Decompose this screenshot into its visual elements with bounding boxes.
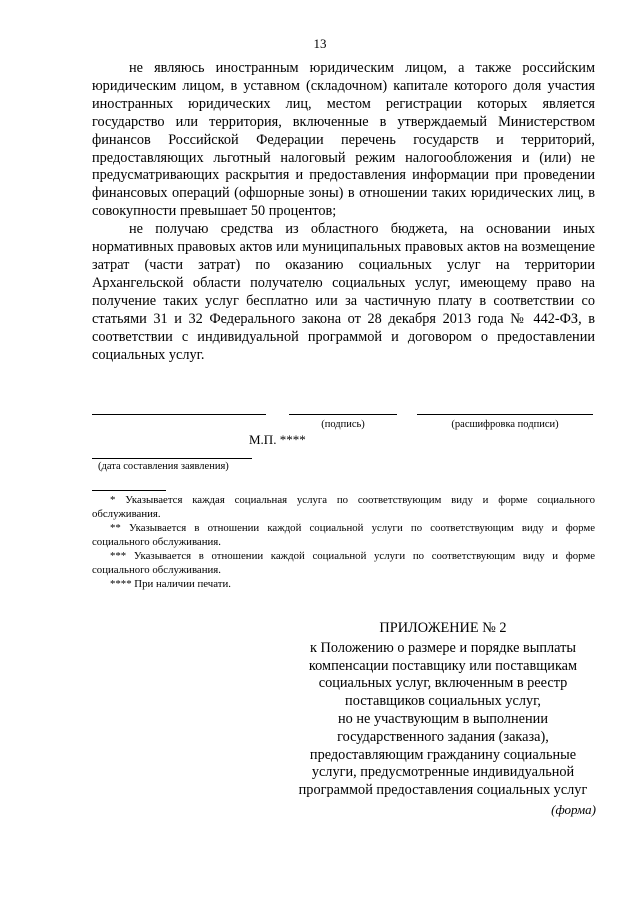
signature-line bbox=[289, 414, 397, 415]
footnote-1: * Указывается каждая социальная услуга по соответствующим виду и форме социального обслуживания. bbox=[92, 494, 595, 520]
footnotes bbox=[92, 494, 595, 592]
paragraph-foreign-entity: не являюсь иностранным юридическим лицом, а также российским юридическим лицом, в уставном (складочном) капитале которого доля участия иностранных юридических лиц, местом регистрации которых является государство или территория, включенные в утверждаемый Министерством финансов Российской Федерации перечень государств и территорий, предоставляющих льготный налоговый режим налогообложения и (или) не предусматривающих раскрытия и предоставления информации при проведении финансовых операций (офшорные зоны) в отношении таких юридических лиц, в совокупности превышает 50 процентов; bbox=[92, 60, 595, 220]
signature-decoding-caption: (расшифровка подписи) bbox=[451, 419, 559, 430]
footnote-4: **** При наличии печати. bbox=[110, 577, 231, 590]
paragraph-regional-budget: не получаю средства из областного бюджета, на основании иных нормативных правовых актов или муниципальных правовых актов на возмещение затрат (части затрат) по оказанию социальных услуг на территории Архангельской области получателю социальных услуг, имеющему право на получение таких услуг бесплатно или за частичную плату в соответствии со статьями 31 и 32 Федерального закона от 28 декабря 2013 года № 442-ФЗ, в соответствии с индивидуальной программой и договором о предоставлении социальных услуг. bbox=[92, 221, 595, 363]
footnote-3: *** Указывается в отношении каждой социальной услуги по соответствующим виду и форме социального обслуживания. bbox=[92, 549, 595, 576]
date-line bbox=[92, 458, 252, 459]
date-caption: (дата составления заявления) bbox=[98, 461, 229, 472]
appendix-header bbox=[288, 620, 598, 800]
footnote-separator bbox=[92, 490, 166, 491]
appendix-subtitle: к Положению о размере и порядке выплаты компенсации поставщику или поставщикам социальных услуг, включенным в реестр поставщиков социальных услуг, но не участвующим в выполнении государственного задания (заказа), предоставляющим гражданину социальные услуги, предусмотренные индивидуальной программой предоставления социальных услуг bbox=[298, 639, 588, 799]
page-number: 13 bbox=[313, 36, 327, 51]
position-line bbox=[92, 414, 266, 415]
appendix-title: ПРИЛОЖЕНИЕ № 2 bbox=[379, 620, 507, 636]
body-text bbox=[92, 60, 595, 364]
seal-label: М.П. **** bbox=[249, 432, 306, 447]
footnote-2: ** Указывается в отношении каждой социальной услуги по соответствующим виду и форме социального обслуживания. bbox=[92, 521, 595, 548]
signature-caption: (подпись) bbox=[321, 419, 365, 430]
form-label: (форма) bbox=[551, 802, 596, 817]
signature-decoding-line bbox=[417, 414, 593, 415]
